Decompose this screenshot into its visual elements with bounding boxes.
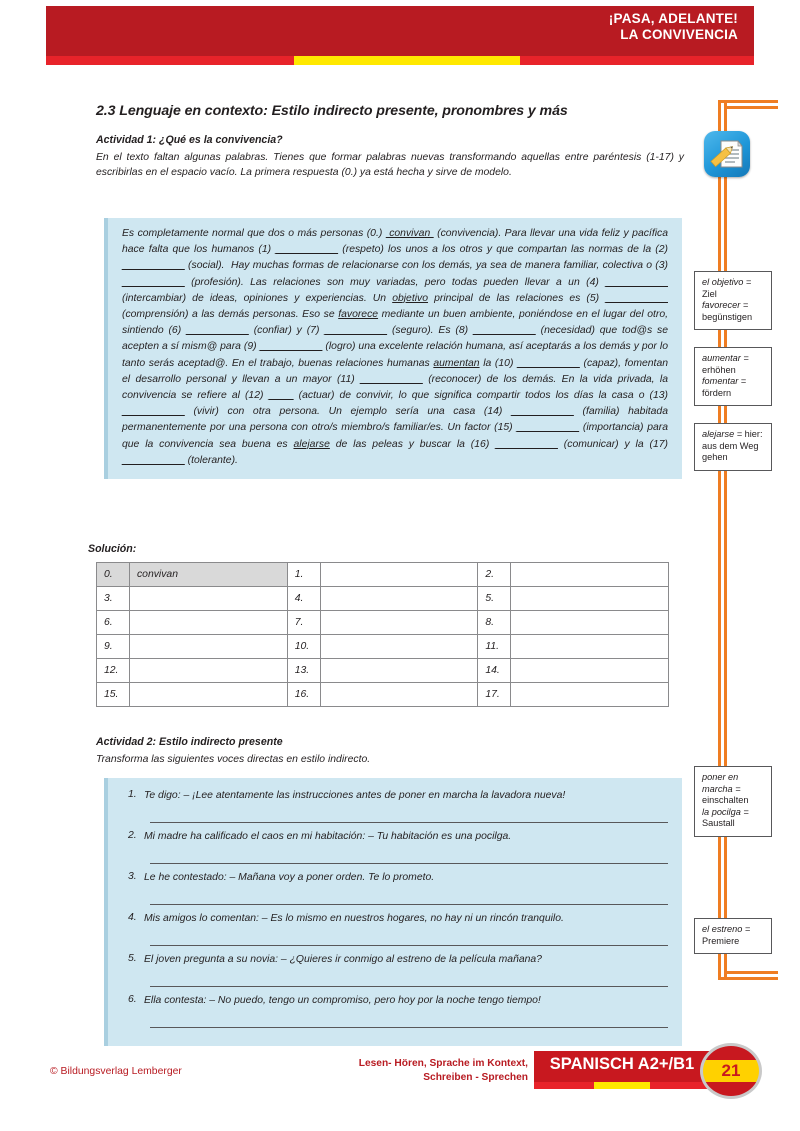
table-row [97, 683, 669, 707]
list-item [122, 912, 668, 926]
list-item [122, 830, 668, 844]
badge-stripe-yellow [594, 1082, 650, 1089]
item-number: 1. [128, 789, 137, 800]
solution-answer-cell[interactable] [320, 635, 478, 659]
solution-answer-cell[interactable] [511, 683, 669, 707]
vocab-box-5 [694, 918, 772, 954]
vocab-box-3 [694, 423, 772, 471]
footer-subtitle-line2: Schreiben - Sprechen [423, 1071, 528, 1083]
item-text: Mi madre ha calificado el caos en mi habitación: – Tu habitación es una pocilga. [144, 831, 512, 842]
solution-answer-cell[interactable] [511, 587, 669, 611]
item-number: 4. [128, 912, 137, 923]
list-item [122, 789, 668, 803]
page-number: 21 [721, 1061, 741, 1080]
solution-number-cell: 4. [287, 587, 320, 611]
table-row [97, 587, 669, 611]
vocab-translation: Saustall [702, 818, 735, 829]
activity2-intro: Transforma las siguientes voces directas en estilo indirecto. [96, 754, 371, 765]
solution-answer-cell[interactable] [129, 659, 287, 683]
connector-line-top-inner [724, 106, 778, 109]
answer-write-line[interactable] [150, 970, 668, 987]
vocab-translation: Ziel [702, 288, 717, 299]
vocab-term: el estreno = [702, 924, 751, 934]
table-row [97, 659, 669, 683]
solution-number-cell: 6. [97, 611, 130, 635]
item-number: 6. [128, 994, 137, 1005]
solution-number-cell: 17. [478, 683, 511, 707]
badge-stripe-red-right [650, 1082, 710, 1089]
footer-subtitle-line1: Lesen- Hören, Sprache im Kontext, [358, 1058, 528, 1069]
solution-number-cell: 2. [478, 563, 511, 587]
vocab-box-4 [694, 766, 772, 837]
solution-label: Solución: [88, 543, 137, 555]
solution-answer-cell[interactable] [129, 611, 287, 635]
solution-number-cell: 11. [478, 635, 511, 659]
solution-number-cell: 9. [97, 635, 130, 659]
page-number-badge [700, 1043, 762, 1099]
item-number: 3. [128, 871, 137, 882]
header-stripe-red-right [520, 56, 754, 65]
header-title-line1: ¡PASA, ADELANTE! [608, 11, 738, 26]
activity2-box [104, 778, 682, 1046]
solution-number-cell: 10. [287, 635, 320, 659]
solution-answer-cell[interactable] [511, 563, 669, 587]
solution-answer-cell[interactable] [129, 683, 287, 707]
solution-answer-cell[interactable] [129, 587, 287, 611]
vocab-translation: einschalten [702, 795, 749, 806]
solution-number-cell: 16. [287, 683, 320, 707]
solution-answer-cell[interactable] [320, 683, 478, 707]
connector-line-bottom-inner [724, 971, 778, 974]
vocab-translation: Premiere [702, 935, 740, 946]
vocab-translation: begünstigen [702, 311, 753, 322]
answer-write-line[interactable] [150, 929, 668, 946]
vocab-translation: erhöhen [702, 364, 736, 375]
solution-answer-cell[interactable] [511, 635, 669, 659]
item-text: Le he contestado: – Mañana voy a poner orden. Te lo prometo. [144, 872, 435, 883]
solution-number-cell: 7. [287, 611, 320, 635]
solution-answer-cell[interactable]: convivan [129, 563, 287, 587]
list-item [122, 953, 668, 967]
badge-stripe-red-left [534, 1082, 594, 1089]
answer-write-line[interactable] [150, 847, 668, 864]
solution-answer-cell[interactable] [129, 635, 287, 659]
cloze-paragraph: Es completamente normal que dos o más personas (0.) convivan (convivencia). Para llevar una vida feliz y pacífica hace falta que los humanos (1) __________ (respeto) los unos a los otros y que compartan las normas de la (2) __________ (social). Hay muchas formas de relacionarse con los demás, ya sea de manera familiar, colectiva o (3) __________ (profesión). Las relaciones son muy variadas, pero todas pueden llevar a un (4) __________ (intercambiar) de ideas, opiniones y experiencias. Un objetivo principal de las relaciones es (5) __________ (comprensión) a las demás personas. Eso se favorece mediante un buen ambiente, poniéndose en el lugar del otro, sintiendo (6) __________ (confiar) y (7) __________ (seguro). Es (8) __________ (necesidad) que tod@s se acepten a sí mism@ para (9) __________ (logro) una excelente relación humana, así aceptarás a los demás y por lo tanto serás aceptad@. En el trabajo, buenas relaciones humanas aumentan la (10) __________ (capaz), fomentan el desarrollo personal y llevan a un mayor (11) __________ (reconocer) de los demás. En la vida privada, la convivencia se refiere al (12) ____ (actuar) de convivir, lo que significa compartir todos los días la casa o (13) __________ (vivir) con otra persona. Un ejemplo sería una casa (14) __________ (familia) habitada permanentemente por una persona con otro/s miembro/s familiar/es. Un factor (15) __________ (importancia) para que la convivencia sea buena es alejarse de las peleas y buscar la (16) __________ (comunicar) y la (17) __________ (tolerante). [122, 228, 669, 466]
connector-line-bottom [718, 977, 778, 980]
solution-answer-cell[interactable] [320, 611, 478, 635]
unit-number: 2 [763, 9, 782, 47]
table-row [97, 563, 669, 587]
activity1-title: Actividad 1: ¿Qué es la convivencia? [96, 134, 283, 146]
answer-write-line[interactable] [150, 888, 668, 905]
solution-number-cell: 12. [97, 659, 130, 683]
solution-number-cell: 15. [97, 683, 130, 707]
solution-table [96, 562, 669, 707]
vocab-term: la pocilga = [702, 806, 749, 817]
answer-write-line[interactable] [150, 806, 668, 823]
vocab-box-2 [694, 347, 772, 406]
solution-number-cell: 14. [478, 659, 511, 683]
connector-line-top [718, 100, 778, 103]
connector-line-vertical-inner [724, 100, 727, 980]
vocab-translation: = fördern [702, 376, 747, 398]
solution-number-cell: 5. [478, 587, 511, 611]
cloze-text-box [104, 218, 682, 479]
header-title [609, 11, 738, 43]
solution-number-cell: 13. [287, 659, 320, 683]
activity1-intro: En el texto faltan algunas palabras. Tienes que formar palabras nuevas transformando aquellas entre paréntesis (1-17) y escribirlas en el espacio vacío. La primera respuesta (0.) ya está hecha y sirve de modelo. [96, 152, 684, 179]
solution-number-cell: 8. [478, 611, 511, 635]
activity2-title: Actividad 2: Estilo indirecto presente [96, 736, 283, 748]
solution-answer-cell[interactable] [511, 611, 669, 635]
vocab-term: fomentar [702, 376, 739, 387]
header-stripe-yellow [294, 56, 520, 65]
solution-answer-cell[interactable] [320, 587, 478, 611]
table-row [97, 635, 669, 659]
vocab-term: poner en marcha = [702, 772, 741, 794]
page-title: 2.3 Lenguaje en contexto: Estilo indirecto presente, pronombres y más [96, 103, 568, 119]
solution-number-cell: 3. [97, 587, 130, 611]
item-text: Ella contesta: – No puedo, tengo un compromiso, pero hoy por la noche tengo tiempo! [144, 995, 541, 1006]
vocab-term: alejarse = [702, 429, 743, 439]
item-number: 5. [128, 953, 137, 964]
item-text: Mis amigos lo comentan: – Es lo mismo en nuestros hogares, no hay ni un rincón tranquilo. [144, 913, 564, 924]
solution-answer-cell[interactable] [511, 659, 669, 683]
copyright: © Bildungsverlag Lemberger [50, 1066, 182, 1077]
item-number: 2. [128, 830, 137, 841]
item-text: El joven pregunta a su novia: – ¿Quieres ir conmigo al estreno de la película mañana? [144, 954, 542, 965]
solution-number-cell: 1. [287, 563, 320, 587]
header-stripe-red-left [46, 56, 294, 65]
pencil-document-icon [704, 131, 750, 177]
vocab-term: favorecer = [702, 300, 749, 311]
footer-subtitle [306, 1057, 528, 1084]
list-item [122, 871, 668, 885]
table-row [97, 611, 669, 635]
vocab-translation: hier: aus dem Weg gehen [702, 429, 763, 463]
item-text: Te digo: – ¡Lee atentamente las instrucciones antes de poner en marcha la lavadora nueva! [144, 790, 566, 801]
solution-number-cell: 0. [97, 563, 130, 587]
list-item [122, 994, 668, 1008]
solution-answer-cell[interactable] [320, 563, 478, 587]
level-badge-label: SPANISCH A2+/B1 [549, 1055, 695, 1073]
solution-answer-cell[interactable] [320, 659, 478, 683]
vocab-term: el objetivo = [702, 277, 752, 287]
vocab-box-1 [694, 271, 772, 330]
header-title-line2: LA CONVIVENCIA [620, 27, 738, 42]
connector-line-vertical [718, 100, 721, 980]
vocab-term: aumentar = [702, 353, 749, 363]
answer-write-line[interactable] [150, 1011, 668, 1028]
